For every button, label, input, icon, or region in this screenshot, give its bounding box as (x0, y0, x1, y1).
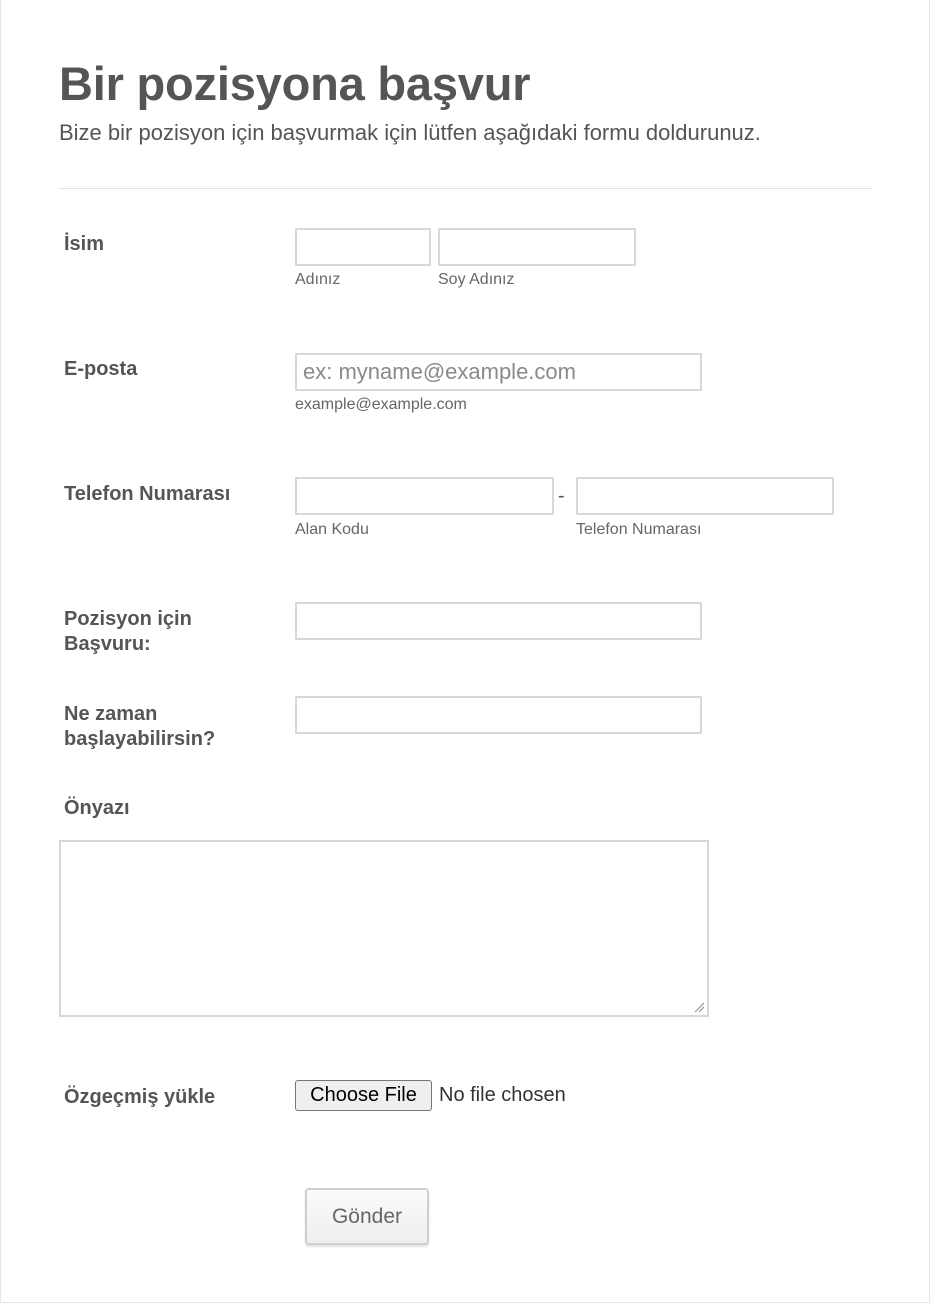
cover-letter-textarea[interactable] (59, 840, 709, 1017)
email-label: E-posta (64, 358, 138, 380)
position-label-line1: Pozisyon için (64, 608, 192, 630)
start-date-input[interactable] (295, 696, 702, 734)
phone-separator: - (558, 485, 565, 507)
name-label: İsim (64, 233, 105, 255)
header-divider (59, 188, 872, 189)
file-status-text: No file chosen (439, 1084, 566, 1106)
last-name-input[interactable] (438, 228, 636, 266)
position-label (64, 607, 192, 657)
phone-label: Telefon Numarası (64, 483, 231, 505)
last-name-sublabel: Soy Adınız (438, 271, 515, 288)
area-code-input[interactable] (295, 477, 554, 515)
start-date-label-line2: başlayabilirsin? (64, 728, 216, 750)
submit-button[interactable]: Gönder (305, 1188, 429, 1245)
start-date-label-line1: Ne zaman (64, 703, 158, 725)
cover-letter-label: Önyazı (64, 797, 130, 819)
email-sublabel: example@example.com (295, 396, 467, 413)
resume-label: Özgeçmiş yükle (64, 1086, 216, 1108)
start-date-label (64, 702, 215, 752)
phone-number-sublabel: Telefon Numarası (576, 521, 702, 538)
phone-number-input[interactable] (576, 477, 834, 515)
first-name-sublabel: Adınız (295, 271, 341, 288)
position-label-line2: Başvuru: (64, 633, 151, 655)
resize-grip-icon[interactable] (693, 1001, 705, 1013)
page-title: Bir pozisyona başvur (59, 57, 531, 110)
first-name-input[interactable] (295, 228, 431, 266)
email-field[interactable] (295, 353, 702, 391)
area-code-sublabel: Alan Kodu (295, 521, 369, 538)
form-header (59, 56, 872, 148)
choose-file-button[interactable]: Choose File (295, 1080, 432, 1111)
page-subtitle: Bize bir pozisyon için başvurmak için lütfen aşağıdaki formu doldurunuz. (59, 120, 761, 145)
position-input[interactable] (295, 602, 702, 640)
